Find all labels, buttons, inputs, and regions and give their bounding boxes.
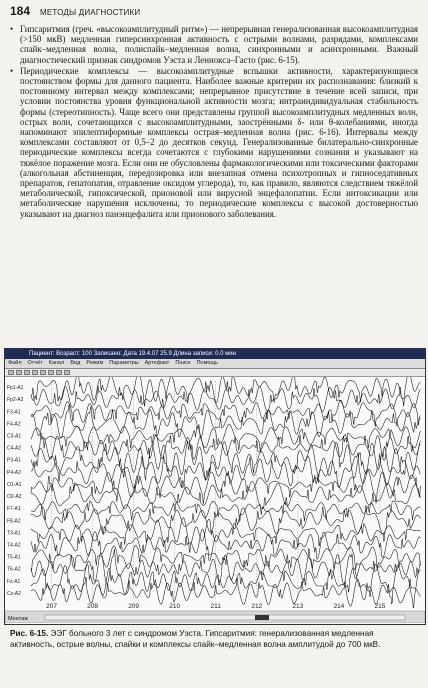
channel-label: Fz-A1 [7, 578, 21, 585]
page-header [10, 4, 418, 20]
scrollbar-track[interactable] [45, 615, 405, 620]
channel-label: F4-A2 [7, 421, 21, 428]
paragraph-hypsarrhythmia: Гипсаритмия (греч. «высокоамплитудный ритм») — непрерывная генерализованная высокоамплитудная (>150 мкВ) медленная гиперсинхронная активность с острыми волнами, разрядами, комплексами спайк–медленная волна, полиспайк–медленная волна, синхронными и асинхронными. Важный диагностический признак синдромов Уэста и Леннокса–Гасто (рис. 6-15). [20, 24, 418, 65]
channel-label: F8-A2 [7, 518, 21, 525]
channel-label: F3-A1 [7, 409, 21, 416]
eeg-trace [31, 452, 420, 488]
eeg-trace [31, 377, 420, 407]
eeg-plot [5, 377, 425, 623]
menu-item-help[interactable]: Помощь [196, 360, 218, 366]
toolbar-button[interactable] [24, 370, 30, 375]
time-tick-label: 209 [128, 603, 140, 610]
toolbar-button[interactable] [32, 370, 38, 375]
toolbar-button[interactable] [48, 370, 54, 375]
time-tick-label: 210 [169, 603, 181, 610]
channel-label: Fp1-A1 [7, 385, 24, 392]
eeg-figure [4, 348, 426, 625]
time-tick-label: 207 [46, 603, 57, 610]
menu-item-mode[interactable]: Режим [86, 360, 104, 366]
menu-item-report[interactable]: Отчёт [27, 360, 43, 366]
bullet-icon: • [10, 65, 14, 76]
montage-label: Монтаж [8, 616, 28, 622]
running-head: МЕТОДЫ ДИАГНОСТИКИ [40, 8, 141, 17]
channel-label: F7-A1 [7, 506, 21, 513]
eeg-trace [31, 577, 420, 606]
channel-label: T3-A1 [7, 530, 21, 537]
toolbar-button[interactable] [40, 370, 46, 375]
time-tick-label: 211 [210, 603, 221, 610]
eeg-window-titlebar: Пациент: Возраст: 100 Записано: Дата 19.4.07 25.9 Длина записи: 0.0 мин [5, 349, 425, 359]
channel-label: Cz-A2 [7, 590, 21, 597]
toolbar-button[interactable] [8, 370, 14, 375]
channel-label: T4-A2 [7, 542, 21, 549]
time-tick-label: 213 [292, 603, 304, 610]
figure-caption [10, 629, 418, 650]
time-tick-label: 214 [333, 603, 345, 610]
paragraph-periodic-complexes: Периодические комплексы — высокоамплитудные вспышки активности, характеризующиеся постоянством формы для данного пациента. Наиболее важные критерии их распознавания: близкий к постоянному интервал между комплексами; непрерывное присутствие в течение всей записи, при условии постоянства уровня функциональной активности мозга; интраиндивидуальная стабильность формы (стереотипность). Чаще всего они представлены группой высокоамплитудных медленных волн, острых волн, сочетающихся с высокоамплитудными, заострёнными δ- или θ-колебаниями, иногда напоминают эпилептиформные комплексы острая–медленная волна (рис. 6-16). Интервалы между комплексами составляют от 0,5–2 до десятков секунд. Генерализованные билатерально-синхронные периодические комплексы всегда сочетаются с глубокими нарушениями сознания и указывают на тяжёлое поражение мозга. Если они не обусловлены фармакологическими или токсическими факторами (алкогольная абстиненция, передозировка или внезапная отмена психотропных и гипноседативных препаратов, гепатопатия, отравление оксидом углерода), то, как правило, являются следствием тяжёлой метаболической, гипоксической, прионовой или вирусной энцефалопатии. Если интоксикации или метаболические нарушения исключены, то периодические комплексы с высокой достоверностью указывают на диагноз панэнцефалита или прионового заболевания. [20, 65, 418, 219]
channel-label: O2-A2 [7, 494, 22, 501]
eeg-trace [31, 400, 420, 427]
scrollbar-thumb[interactable] [255, 615, 269, 620]
channel-label: Fp2-A2 [7, 397, 24, 404]
toolbar-button[interactable] [16, 370, 22, 375]
toolbar-button[interactable] [64, 370, 70, 375]
time-tick-label: 212 [251, 603, 263, 610]
eeg-trace [31, 501, 420, 522]
eeg-menubar [5, 359, 425, 369]
eeg-trace [31, 404, 420, 438]
eeg-trace [31, 424, 420, 452]
channel-label: P4-A2 [7, 469, 21, 476]
page-number: 184 [10, 4, 31, 18]
menu-item-view[interactable]: Вид [70, 360, 81, 366]
list-item [10, 24, 418, 65]
eeg-trace [31, 545, 420, 571]
menu-item-search[interactable]: Поиск [175, 360, 191, 366]
time-tick-label: 208 [87, 603, 99, 610]
channel-label: T6-A2 [7, 566, 21, 573]
caption-label: Рис. 6-15. [10, 629, 49, 638]
eeg-toolbar [5, 369, 425, 377]
menu-item-file[interactable]: Файл [8, 360, 22, 366]
eeg-trace [31, 469, 420, 504]
caption-text: ЭЭГ больного 3 лет с синдромом Уэста. Гипсаритмия: генерализованная медленная активность, острые волны, спайки и комплексы спайк–медленная волна амплитудой до 700 мкВ. [10, 629, 381, 649]
list-item [10, 66, 418, 219]
channel-label: T5-A1 [7, 554, 21, 561]
channel-label: P3-A1 [7, 457, 21, 464]
channel-label: O1-A1 [7, 481, 22, 488]
toolbar-button[interactable] [56, 370, 62, 375]
menu-item-parameters[interactable]: Параметры [109, 360, 139, 366]
menu-item-artifact[interactable]: Артефакт [144, 360, 170, 366]
menu-item-channel[interactable]: Канал [48, 360, 65, 366]
channel-label: C3-A1 [7, 433, 22, 440]
time-tick-label: 215 [374, 603, 386, 610]
eeg-trace [31, 565, 420, 608]
body-text [10, 24, 418, 220]
channel-label: C4-A2 [7, 445, 22, 452]
bullet-icon: • [10, 24, 14, 34]
